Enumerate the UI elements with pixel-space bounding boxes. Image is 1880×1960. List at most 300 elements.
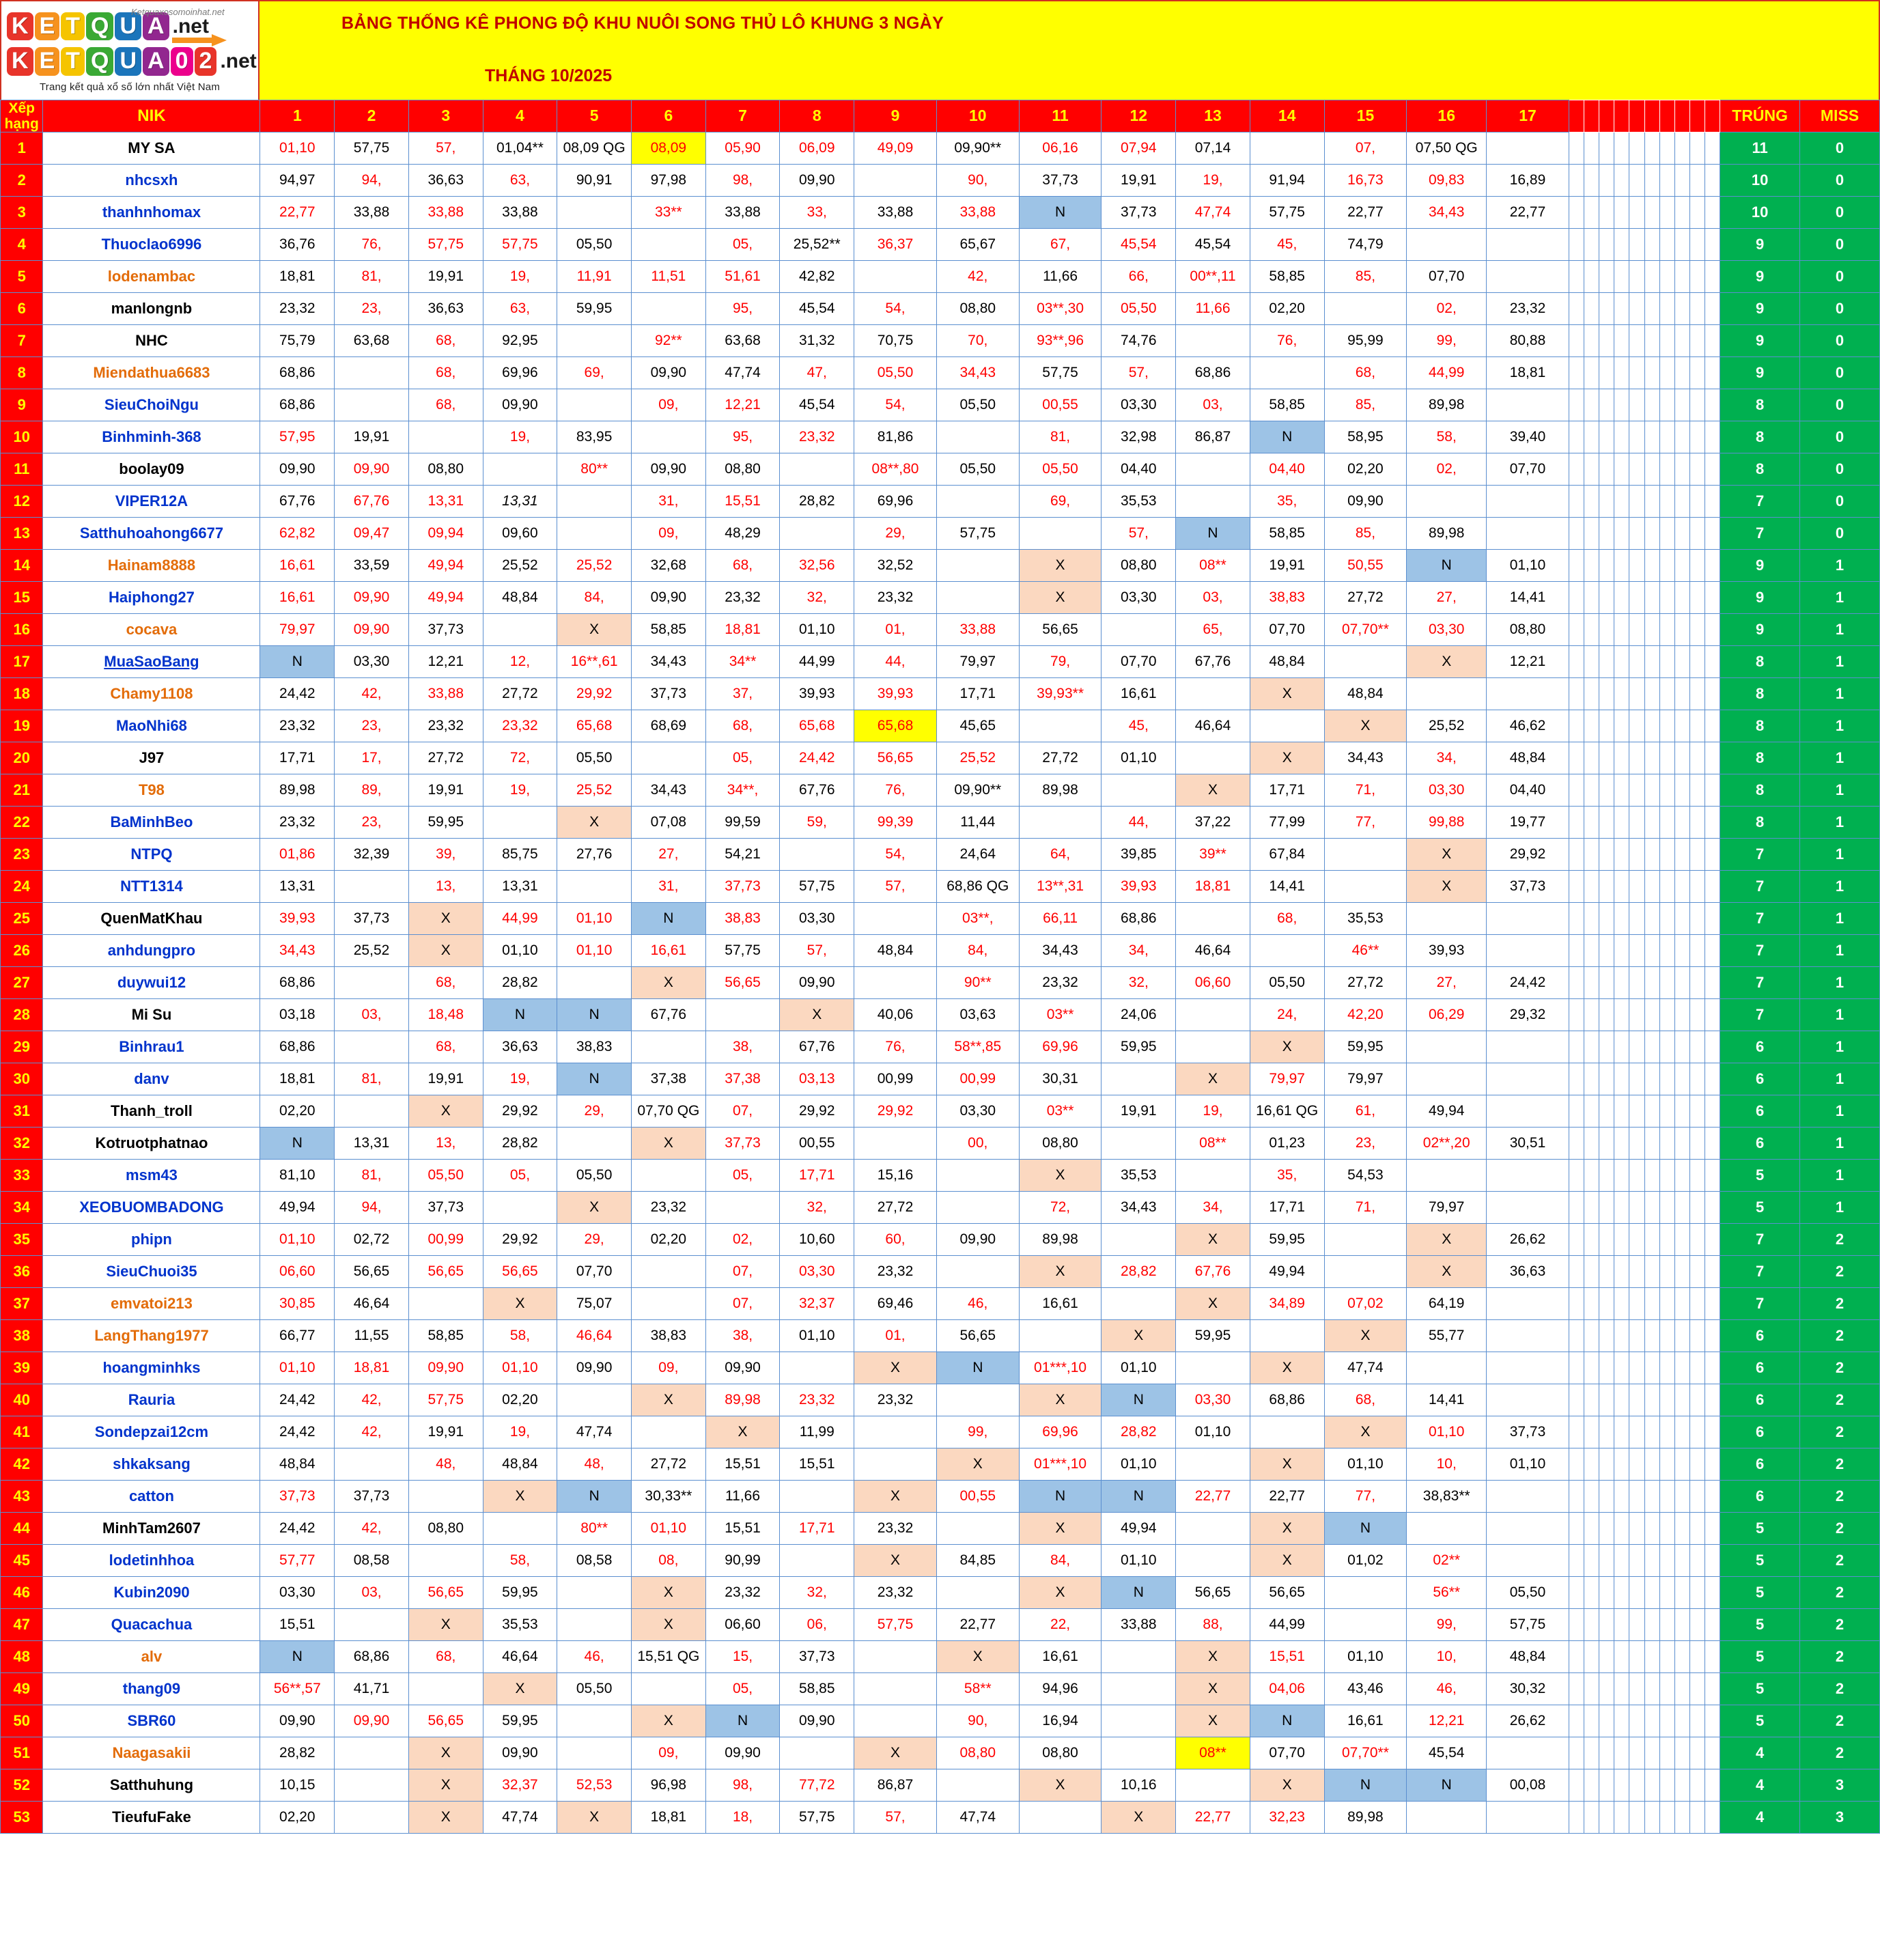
miss-count-cell: 1 xyxy=(1800,549,1880,581)
nik-cell[interactable]: msm43 xyxy=(43,1159,260,1191)
value-cell-day-14: 19,91 xyxy=(1250,549,1324,581)
value-cell-day-11: N xyxy=(1019,196,1102,228)
value-cell-day-17: 24,42 xyxy=(1487,966,1569,998)
miss-count-cell: 1 xyxy=(1800,1031,1880,1063)
value-cell-day-5: 47,74 xyxy=(557,1416,632,1448)
nik-cell[interactable]: NHC xyxy=(43,324,260,356)
table-row xyxy=(1,1159,1880,1191)
value-cell-day-2: 81, xyxy=(335,1063,409,1095)
miss-count-cell: 1 xyxy=(1800,1127,1880,1159)
rank-cell: 37 xyxy=(1,1287,43,1319)
spacer-cell xyxy=(1674,1287,1689,1319)
nik-cell[interactable]: MinhTam2607 xyxy=(43,1512,260,1544)
value-cell-day-16: 56** xyxy=(1407,1576,1487,1608)
value-cell-day-12: 07,70 xyxy=(1102,645,1176,677)
value-cell-day-3: 68, xyxy=(408,1640,483,1672)
miss-count-cell: 1 xyxy=(1800,645,1880,677)
value-cell-day-12: N xyxy=(1102,1384,1176,1416)
value-cell-day-1: 24,42 xyxy=(260,1384,335,1416)
header-spacer xyxy=(1674,100,1689,132)
value-cell-day-12: 66, xyxy=(1102,260,1176,292)
nik-cell[interactable]: Chamy1108 xyxy=(43,677,260,710)
value-cell-day-4: 69,96 xyxy=(483,356,557,389)
nik-cell[interactable]: MuaSaoBang xyxy=(43,645,260,677)
spacer-cell xyxy=(1629,292,1644,324)
value-cell-day-9: 60, xyxy=(854,1223,937,1255)
spacer-cell xyxy=(1614,421,1629,453)
value-cell-day-3: 05,50 xyxy=(408,1159,483,1191)
spacer-cell xyxy=(1690,324,1705,356)
value-cell-day-1: 01,86 xyxy=(260,838,335,870)
spacer-cell xyxy=(1705,1063,1720,1095)
nik-cell[interactable]: nhcsxh xyxy=(43,164,260,196)
spacer-cell xyxy=(1690,1512,1705,1544)
spacer-cell xyxy=(1690,838,1705,870)
value-cell-day-3: 37,73 xyxy=(408,1191,483,1223)
value-cell-day-13: 46,64 xyxy=(1176,710,1250,742)
value-cell-day-4: 25,52 xyxy=(483,549,557,581)
value-cell-day-5: N xyxy=(557,998,632,1031)
win-count-cell: 11 xyxy=(1720,132,1800,164)
value-cell-day-8: 06, xyxy=(780,1608,854,1640)
value-cell-day-15: 54,53 xyxy=(1324,1159,1407,1191)
value-cell-day-11 xyxy=(1019,1801,1102,1833)
nik-cell[interactable]: thanhnhomax xyxy=(43,196,260,228)
value-cell-day-14: 07,70 xyxy=(1250,613,1324,645)
value-cell-day-8 xyxy=(780,1544,854,1576)
spacer-cell xyxy=(1614,1191,1629,1223)
value-cell-day-3: 33,88 xyxy=(408,677,483,710)
spacer-cell xyxy=(1629,421,1644,453)
nik-cell[interactable]: manlongnb xyxy=(43,292,260,324)
value-cell-day-3: 12,21 xyxy=(408,645,483,677)
value-cell-day-2: 09,90 xyxy=(335,581,409,613)
nik-cell[interactable]: NTT1314 xyxy=(43,870,260,902)
spacer-cell xyxy=(1659,645,1674,677)
nik-cell[interactable]: Binhrau1 xyxy=(43,1031,260,1063)
value-cell-day-12: 32,98 xyxy=(1102,421,1176,453)
value-cell-day-16: 02** xyxy=(1407,1544,1487,1576)
value-cell-day-14 xyxy=(1250,132,1324,164)
value-cell-day-17 xyxy=(1487,677,1569,710)
spacer-cell xyxy=(1569,1352,1584,1384)
nik-cell[interactable]: Kotruotphatnao xyxy=(43,1127,260,1159)
nik-cell[interactable]: TieufuFake xyxy=(43,1801,260,1833)
spacer-cell xyxy=(1659,870,1674,902)
nik-cell[interactable]: Hainam8888 xyxy=(43,549,260,581)
rank-cell: 51 xyxy=(1,1737,43,1769)
value-cell-day-3: 68, xyxy=(408,966,483,998)
nik-cell[interactable]: lodetinhhoa xyxy=(43,1544,260,1576)
spacer-cell xyxy=(1569,677,1584,710)
spacer-cell xyxy=(1569,1031,1584,1063)
value-cell-day-9 xyxy=(854,1640,937,1672)
value-cell-day-2: 18,81 xyxy=(335,1352,409,1384)
value-cell-day-15: N xyxy=(1324,1769,1407,1801)
value-cell-day-7: 68, xyxy=(705,710,780,742)
spacer-cell xyxy=(1674,1223,1689,1255)
win-count-cell: 6 xyxy=(1720,1095,1800,1127)
value-cell-day-4: 09,60 xyxy=(483,517,557,549)
nik-cell[interactable]: LangThang1977 xyxy=(43,1319,260,1352)
nik-cell[interactable]: cocava xyxy=(43,613,260,645)
win-count-cell: 8 xyxy=(1720,421,1800,453)
spacer-cell xyxy=(1644,1319,1659,1352)
header-spacer xyxy=(1705,100,1720,132)
spacer-cell xyxy=(1569,742,1584,774)
logo-letter: U xyxy=(115,12,141,40)
spacer-cell xyxy=(1584,1031,1599,1063)
spacer-cell xyxy=(1629,389,1644,421)
spacer-cell xyxy=(1644,870,1659,902)
spacer-cell xyxy=(1584,132,1599,164)
nik-cell[interactable]: duywui12 xyxy=(43,966,260,998)
value-cell-day-8: 29,92 xyxy=(780,1095,854,1127)
nik-cell[interactable]: QuenMatKhau xyxy=(43,902,260,934)
table-row xyxy=(1,549,1880,581)
nik-cell[interactable]: thang09 xyxy=(43,1672,260,1705)
title-banner xyxy=(259,1,1879,100)
nik-cell[interactable]: boolay09 xyxy=(43,453,260,485)
value-cell-day-12: 03,30 xyxy=(1102,581,1176,613)
value-cell-day-13 xyxy=(1176,1544,1250,1576)
spacer-cell xyxy=(1584,1384,1599,1416)
value-cell-day-1: 81,10 xyxy=(260,1159,335,1191)
nik-cell[interactable]: Quacachua xyxy=(43,1608,260,1640)
value-cell-day-15: N xyxy=(1324,1512,1407,1544)
spacer-cell xyxy=(1705,1544,1720,1576)
value-cell-day-1: N xyxy=(260,645,335,677)
value-cell-day-11: 37,73 xyxy=(1019,164,1102,196)
nik-cell[interactable]: catton xyxy=(43,1480,260,1512)
spacer-cell xyxy=(1659,485,1674,517)
value-cell-day-16: 38,83** xyxy=(1407,1480,1487,1512)
value-cell-day-15: 85, xyxy=(1324,517,1407,549)
spacer-cell xyxy=(1569,1672,1584,1705)
spacer-cell xyxy=(1674,1255,1689,1287)
spacer-cell xyxy=(1584,1255,1599,1287)
nik-cell[interactable]: MY SA xyxy=(43,132,260,164)
rank-cell: 9 xyxy=(1,389,43,421)
spacer-cell xyxy=(1584,1448,1599,1480)
value-cell-day-12: 28,82 xyxy=(1102,1416,1176,1448)
value-cell-day-11: 57,75 xyxy=(1019,356,1102,389)
spacer-cell xyxy=(1705,998,1720,1031)
win-count-cell: 9 xyxy=(1720,356,1800,389)
value-cell-day-5: 25,52 xyxy=(557,549,632,581)
value-cell-day-2: 11,55 xyxy=(335,1319,409,1352)
nik-cell[interactable]: MaoNhi68 xyxy=(43,710,260,742)
value-cell-day-1: 16,61 xyxy=(260,549,335,581)
nik-cell[interactable]: T98 xyxy=(43,774,260,806)
value-cell-day-17: 48,84 xyxy=(1487,1640,1569,1672)
page-title: BẢNG THỐNG KÊ PHONG ĐỘ KHU NUÔI SONG THỦ LÔ KHUNG 3 NGÀY xyxy=(341,14,944,33)
nik-cell[interactable]: Mi Su xyxy=(43,998,260,1031)
value-cell-day-9: 23,32 xyxy=(854,1576,937,1608)
spacer-cell xyxy=(1584,1640,1599,1672)
nik-cell[interactable]: Haiphong27 xyxy=(43,581,260,613)
value-cell-day-13: 86,87 xyxy=(1176,421,1250,453)
value-cell-day-12: 57, xyxy=(1102,356,1176,389)
nik-cell[interactable]: Satthuhung xyxy=(43,1769,260,1801)
spacer-cell xyxy=(1599,677,1614,710)
nik-cell[interactable]: XEOBUOMBADONG xyxy=(43,1191,260,1223)
nik-cell[interactable]: Naagasakii xyxy=(43,1737,260,1769)
spacer-cell xyxy=(1644,1608,1659,1640)
miss-count-cell: 0 xyxy=(1800,453,1880,485)
header-day-13: 13 xyxy=(1176,100,1250,132)
nik-cell[interactable]: NTPQ xyxy=(43,838,260,870)
header-day-10: 10 xyxy=(936,100,1019,132)
value-cell-day-1: 37,73 xyxy=(260,1480,335,1512)
nik-cell[interactable]: emvatoi213 xyxy=(43,1287,260,1319)
value-cell-day-14: 67,84 xyxy=(1250,838,1324,870)
nik-cell[interactable]: alv xyxy=(43,1640,260,1672)
value-cell-day-5: 08,58 xyxy=(557,1544,632,1576)
table-row xyxy=(1,1576,1880,1608)
spacer-cell xyxy=(1629,1576,1644,1608)
spacer-cell xyxy=(1659,1448,1674,1480)
win-count-cell: 5 xyxy=(1720,1159,1800,1191)
site-logo[interactable] xyxy=(1,1,259,100)
value-cell-day-1: 17,71 xyxy=(260,742,335,774)
nik-cell[interactable]: Sondepzai12cm xyxy=(43,1416,260,1448)
value-cell-day-6: 30,33** xyxy=(632,1480,706,1512)
nik-cell[interactable]: lodenambac xyxy=(43,260,260,292)
win-count-cell: 9 xyxy=(1720,581,1800,613)
spacer-cell xyxy=(1674,485,1689,517)
value-cell-day-5: 59,95 xyxy=(557,292,632,324)
value-cell-day-17 xyxy=(1487,1031,1569,1063)
miss-count-cell: 0 xyxy=(1800,164,1880,196)
nik-cell[interactable]: anhdungpro xyxy=(43,934,260,966)
value-cell-day-15: 09,90 xyxy=(1324,485,1407,517)
logo-letter: A xyxy=(143,12,169,40)
spacer-cell xyxy=(1659,998,1674,1031)
value-cell-day-16: 44,99 xyxy=(1407,356,1487,389)
value-cell-day-6: X xyxy=(632,1576,706,1608)
value-cell-day-15: 01,10 xyxy=(1324,1448,1407,1480)
spacer-cell xyxy=(1584,838,1599,870)
header-spacer xyxy=(1614,100,1629,132)
value-cell-day-17: 12,21 xyxy=(1487,645,1569,677)
spacer-cell xyxy=(1584,453,1599,485)
value-cell-day-15: 42,20 xyxy=(1324,998,1407,1031)
spacer-cell xyxy=(1629,1319,1644,1352)
miss-count-cell: 0 xyxy=(1800,196,1880,228)
value-cell-day-2: 94, xyxy=(335,164,409,196)
win-count-cell: 10 xyxy=(1720,164,1800,196)
rank-cell: 24 xyxy=(1,870,43,902)
value-cell-day-1: 01,10 xyxy=(260,1352,335,1384)
value-cell-day-5 xyxy=(557,389,632,421)
nik-cell[interactable]: shkaksang xyxy=(43,1448,260,1480)
stats-table xyxy=(0,100,1880,1834)
spacer-cell xyxy=(1599,1223,1614,1255)
value-cell-day-12: X xyxy=(1102,1801,1176,1833)
value-cell-day-12: 32, xyxy=(1102,966,1176,998)
nik-cell[interactable]: Binhminh-368 xyxy=(43,421,260,453)
value-cell-day-2: 46,64 xyxy=(335,1287,409,1319)
spacer-cell xyxy=(1674,966,1689,998)
value-cell-day-10: 68,86 QG xyxy=(936,870,1019,902)
value-cell-day-15: 58,95 xyxy=(1324,421,1407,453)
win-count-cell: 9 xyxy=(1720,324,1800,356)
spacer-cell xyxy=(1629,517,1644,549)
miss-count-cell: 1 xyxy=(1800,806,1880,838)
spacer-cell xyxy=(1584,774,1599,806)
spacer-cell xyxy=(1599,1319,1614,1352)
nik-cell[interactable]: SieuChuoi35 xyxy=(43,1255,260,1287)
value-cell-day-12: 45,54 xyxy=(1102,228,1176,260)
table-body xyxy=(1,132,1880,1833)
value-cell-day-9: 69,96 xyxy=(854,485,937,517)
win-count-cell: 9 xyxy=(1720,260,1800,292)
value-cell-day-17 xyxy=(1487,902,1569,934)
spacer-cell xyxy=(1705,838,1720,870)
value-cell-day-13 xyxy=(1176,1769,1250,1801)
value-cell-day-14: 56,65 xyxy=(1250,1576,1324,1608)
value-cell-day-1: 56**,57 xyxy=(260,1672,335,1705)
value-cell-day-1: N xyxy=(260,1127,335,1159)
spacer-cell xyxy=(1599,902,1614,934)
value-cell-day-7: 98, xyxy=(705,1769,780,1801)
value-cell-day-3: 68, xyxy=(408,356,483,389)
value-cell-day-12: 24,06 xyxy=(1102,998,1176,1031)
spacer-cell xyxy=(1584,1544,1599,1576)
value-cell-day-4: 23,32 xyxy=(483,710,557,742)
spacer-cell xyxy=(1644,1640,1659,1672)
table-row xyxy=(1,1640,1880,1672)
spacer-cell xyxy=(1629,998,1644,1031)
spacer-cell xyxy=(1690,934,1705,966)
spacer-cell xyxy=(1629,1287,1644,1319)
nik-cell[interactable]: phipn xyxy=(43,1223,260,1255)
value-cell-day-9: 57, xyxy=(854,870,937,902)
value-cell-day-17 xyxy=(1487,1801,1569,1833)
value-cell-day-9: X xyxy=(854,1737,937,1769)
value-cell-day-9: 32,52 xyxy=(854,549,937,581)
value-cell-day-10: 84,85 xyxy=(936,1544,1019,1576)
value-cell-day-4 xyxy=(483,1191,557,1223)
spacer-cell xyxy=(1690,1063,1705,1095)
header-spacer xyxy=(1629,100,1644,132)
nik-cell[interactable]: danv xyxy=(43,1063,260,1095)
value-cell-day-6: 09, xyxy=(632,1352,706,1384)
spacer-cell xyxy=(1599,1352,1614,1384)
nik-cell[interactable]: Thanh_troll xyxy=(43,1095,260,1127)
nik-cell[interactable]: Thuoclao6996 xyxy=(43,228,260,260)
value-cell-day-8: 15,51 xyxy=(780,1448,854,1480)
value-cell-day-8: 28,82 xyxy=(780,485,854,517)
nik-cell[interactable]: Kubin2090 xyxy=(43,1576,260,1608)
win-count-cell: 9 xyxy=(1720,549,1800,581)
nik-cell[interactable]: hoangminhks xyxy=(43,1352,260,1384)
value-cell-day-11: X xyxy=(1019,1576,1102,1608)
miss-count-cell: 1 xyxy=(1800,1159,1880,1191)
value-cell-day-9: 54, xyxy=(854,838,937,870)
spacer-cell xyxy=(1690,581,1705,613)
nik-cell[interactable]: VIPER12A xyxy=(43,485,260,517)
value-cell-day-14: 35, xyxy=(1250,1159,1324,1191)
spacer-cell xyxy=(1659,742,1674,774)
value-cell-day-17: 80,88 xyxy=(1487,324,1569,356)
value-cell-day-3: 09,90 xyxy=(408,1352,483,1384)
spacer-cell xyxy=(1629,1512,1644,1544)
spacer-cell xyxy=(1599,1063,1614,1095)
table-row xyxy=(1,998,1880,1031)
value-cell-day-10: 09,90** xyxy=(936,132,1019,164)
nik-cell[interactable]: J97 xyxy=(43,742,260,774)
value-cell-day-11: 08,80 xyxy=(1019,1737,1102,1769)
spacer-cell xyxy=(1644,1191,1659,1223)
value-cell-day-10: 08,80 xyxy=(936,1737,1019,1769)
nik-cell[interactable]: Satthuhoahong6677 xyxy=(43,517,260,549)
spacer-cell xyxy=(1569,1095,1584,1127)
value-cell-day-12: 19,91 xyxy=(1102,1095,1176,1127)
nik-cell[interactable]: SieuChoiNgu xyxy=(43,389,260,421)
value-cell-day-12: X xyxy=(1102,1319,1176,1352)
value-cell-day-1: 68,86 xyxy=(260,389,335,421)
value-cell-day-12: 34, xyxy=(1102,934,1176,966)
value-cell-day-2: 76, xyxy=(335,228,409,260)
nik-cell[interactable]: Rauria xyxy=(43,1384,260,1416)
rank-cell: 10 xyxy=(1,421,43,453)
rank-cell: 15 xyxy=(1,581,43,613)
value-cell-day-7: 57,75 xyxy=(705,934,780,966)
value-cell-day-16: 46, xyxy=(1407,1672,1487,1705)
spacer-cell xyxy=(1569,1223,1584,1255)
spacer-cell xyxy=(1629,645,1644,677)
spacer-cell xyxy=(1584,1480,1599,1512)
value-cell-day-8: 09,90 xyxy=(780,966,854,998)
spacer-cell xyxy=(1629,1384,1644,1416)
value-cell-day-3: 56,65 xyxy=(408,1255,483,1287)
value-cell-day-1: 18,81 xyxy=(260,260,335,292)
value-cell-day-11: X xyxy=(1019,549,1102,581)
value-cell-day-7: 33,88 xyxy=(705,196,780,228)
win-count-cell: 6 xyxy=(1720,1416,1800,1448)
value-cell-day-11: 89,98 xyxy=(1019,774,1102,806)
nik-cell[interactable]: Miendathua6683 xyxy=(43,356,260,389)
spacer-cell xyxy=(1569,1640,1584,1672)
value-cell-day-1: 79,97 xyxy=(260,613,335,645)
value-cell-day-5 xyxy=(557,517,632,549)
spacer-cell xyxy=(1584,710,1599,742)
rank-cell: 5 xyxy=(1,260,43,292)
value-cell-day-7: 37,38 xyxy=(705,1063,780,1095)
spacer-cell xyxy=(1674,934,1689,966)
spacer-cell xyxy=(1690,1448,1705,1480)
spacer-cell xyxy=(1690,1544,1705,1576)
value-cell-day-10: 58**,85 xyxy=(936,1031,1019,1063)
value-cell-day-13: X xyxy=(1176,1063,1250,1095)
value-cell-day-11: 05,50 xyxy=(1019,453,1102,485)
spacer-cell xyxy=(1569,998,1584,1031)
nik-cell[interactable]: SBR60 xyxy=(43,1705,260,1737)
spacer-cell xyxy=(1674,389,1689,421)
spacer-cell xyxy=(1659,356,1674,389)
spacer-cell xyxy=(1674,132,1689,164)
table-row xyxy=(1,1352,1880,1384)
nik-cell[interactable]: BaMinhBeo xyxy=(43,806,260,838)
value-cell-day-7: 37, xyxy=(705,677,780,710)
value-cell-day-9: 76, xyxy=(854,774,937,806)
value-cell-day-1: 39,93 xyxy=(260,902,335,934)
value-cell-day-17: 14,41 xyxy=(1487,581,1569,613)
value-cell-day-17: 37,73 xyxy=(1487,870,1569,902)
value-cell-day-6 xyxy=(632,1031,706,1063)
